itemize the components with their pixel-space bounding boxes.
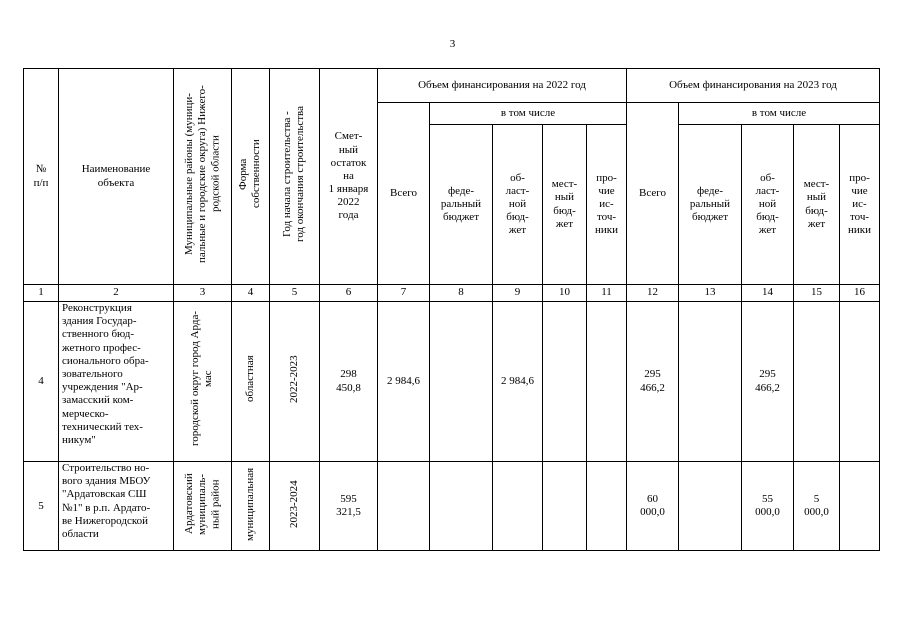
row-years-text: 2022-2023: [287, 355, 300, 404]
row-regional-2022: [493, 462, 543, 551]
header-federal-2022: феде- ральный бюджет: [430, 125, 493, 285]
column-number: 1: [24, 285, 59, 302]
row-district: [174, 302, 232, 462]
column-number: 14: [742, 285, 794, 302]
row-other-2022: [587, 302, 627, 462]
row-ownership-text: областная: [243, 356, 256, 403]
row-ownership: [232, 302, 270, 462]
row-total-2023: 295 466,2: [627, 302, 679, 462]
table-row: [24, 462, 880, 551]
header-federal-2023: феде- ральный бюджет: [679, 125, 742, 285]
header-fin-2022: Объем финансирования на 2022 год: [378, 69, 627, 103]
row-federal-2023: [679, 302, 742, 462]
row-years: [270, 462, 320, 551]
row-federal-2023: [679, 462, 742, 551]
column-number: 13: [679, 285, 742, 302]
row-name: Реконструкция здания Государ- ственного бюд- жетного профес- сионального обра- зовательного учреждения "Ар- замасский ком- мерческо- технический тех- никум": [59, 302, 174, 462]
row-estimate: 595 321,5: [320, 462, 378, 551]
column-number: 7: [378, 285, 430, 302]
header-total-2023: Всего: [627, 103, 679, 285]
header-local-2023: мест- ный бюд- жет: [794, 125, 840, 285]
row-num: 5: [24, 462, 59, 551]
header-incl-2023: в том числе: [679, 103, 880, 125]
row-regional-2023: 295 466,2: [742, 302, 794, 462]
header-name: Наименование объекта: [59, 69, 174, 285]
column-number: 10: [543, 285, 587, 302]
header-ownership: [232, 69, 270, 285]
header-district-text: Муниципальные районы (муници- пальные и городские округа) Нижего- родской области: [182, 85, 222, 264]
row-other-2023: [840, 462, 880, 551]
column-number: 12: [627, 285, 679, 302]
row-regional-2023: 55 000,0: [742, 462, 794, 551]
row-total-2022: 2 984,6: [378, 302, 430, 462]
column-number: 9: [493, 285, 543, 302]
header-incl-2022: в том числе: [430, 103, 627, 125]
row-years-text: 2023-2024: [287, 480, 300, 528]
header-ownership-text: Форма собственности: [237, 140, 263, 209]
row-regional-2022: 2 984,6: [493, 302, 543, 462]
row-ownership: [232, 462, 270, 551]
row-estimate: 298 450,8: [320, 302, 378, 462]
row-federal-2022: [430, 462, 493, 551]
row-district: [174, 462, 232, 551]
row-total-2023: 60 000,0: [627, 462, 679, 551]
column-numbers-row: [24, 285, 880, 302]
row-other-2022: [587, 462, 627, 551]
header-district: [174, 69, 232, 285]
header-years-text: Год начала строительства - год окончания строительства: [281, 106, 307, 243]
header-local-2022: мест- ный бюд- жет: [543, 125, 587, 285]
header-fin-2023: Объем финансирования на 2023 год: [627, 69, 880, 103]
header-total-2022: Всего: [378, 103, 430, 285]
column-number: 5: [270, 285, 320, 302]
column-number: 11: [587, 285, 627, 302]
row-years: [270, 302, 320, 462]
column-number: 6: [320, 285, 378, 302]
row-ownership-text: муниципальная: [243, 467, 256, 541]
header-other-2022: про- чие ис- точ- ники: [587, 125, 627, 285]
header-regional-2022: об- ласт- ной бюд- жет: [493, 125, 543, 285]
header-num: № п/п: [24, 69, 59, 285]
financing-table: [23, 68, 880, 551]
header-regional-2023: об- ласт- ной бюд- жет: [742, 125, 794, 285]
row-local-2023: 5 000,0: [794, 462, 840, 551]
row-local-2023: [794, 302, 840, 462]
column-number: 16: [840, 285, 880, 302]
column-number: 3: [174, 285, 232, 302]
row-district-text: Ардатовский муниципаль- ный район: [182, 473, 222, 535]
table-row: [24, 302, 880, 462]
page-number: 3: [449, 38, 456, 50]
column-number: 15: [794, 285, 840, 302]
column-number: 2: [59, 285, 174, 302]
row-other-2023: [840, 302, 880, 462]
row-local-2022: [543, 462, 587, 551]
row-district-text: городской округ город Арда- мас: [189, 311, 215, 447]
column-number: 4: [232, 285, 270, 302]
row-total-2022: [378, 462, 430, 551]
row-local-2022: [543, 302, 587, 462]
header-estimate: Смет- ный остаток на 1 января 2022 года: [320, 69, 378, 285]
row-federal-2022: [430, 302, 493, 462]
header-row-1: [24, 69, 880, 103]
column-number: 8: [430, 285, 493, 302]
row-name: Строительство но- вого здания МБОУ "Ардатовская СШ №1" в р.п. Ардато- ве Нижегородской области: [59, 462, 174, 551]
row-num: 4: [24, 302, 59, 462]
header-other-2023: про- чие ис- точ- ники: [840, 125, 880, 285]
header-years: [270, 69, 320, 285]
